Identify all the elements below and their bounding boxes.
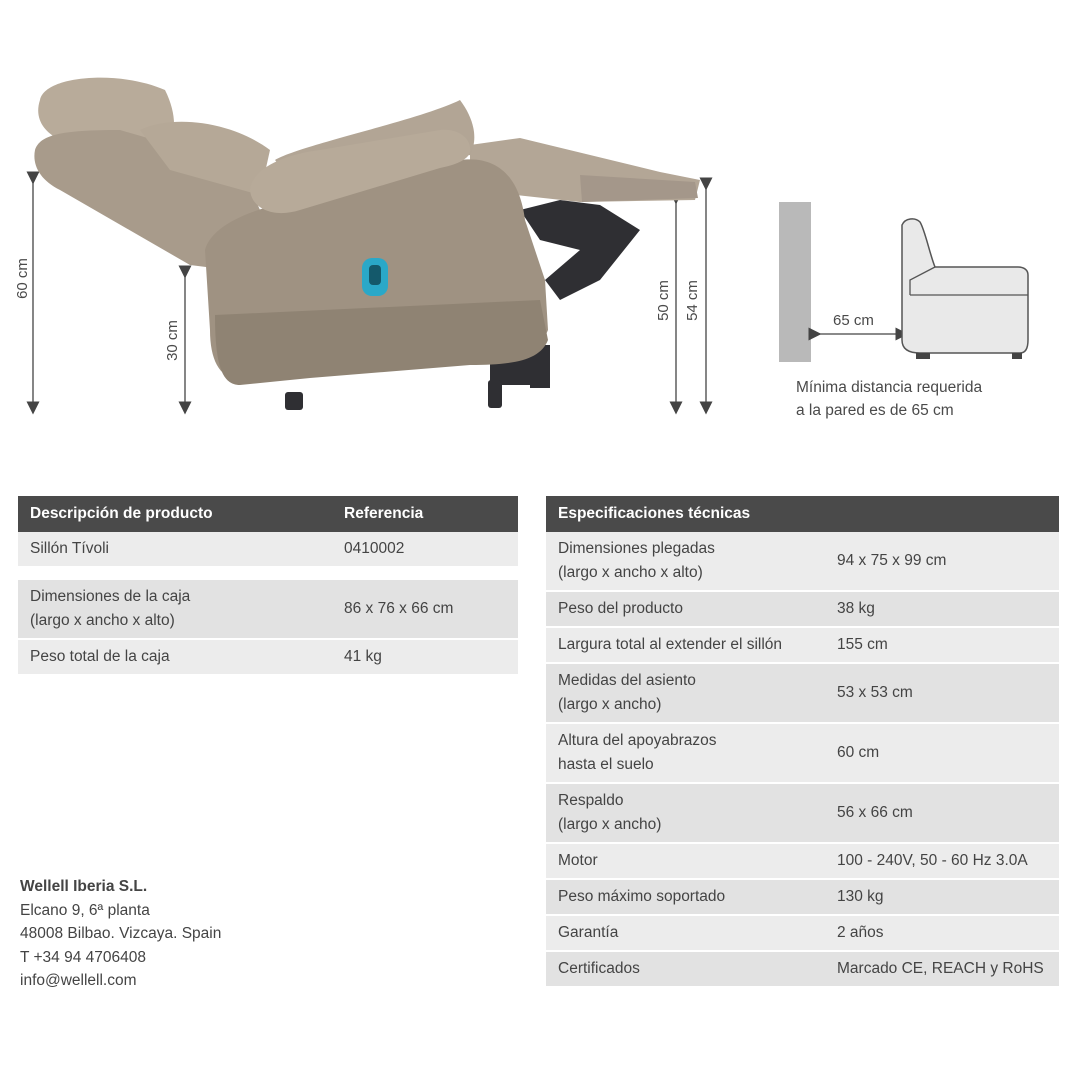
product-table bbox=[18, 496, 518, 676]
height-50-label: 50 cm bbox=[654, 280, 672, 321]
spec-value: Marcado CE, REACH y RoHS bbox=[825, 952, 1059, 988]
spec-label: Medidas del asiento (largo x ancho) bbox=[546, 664, 825, 724]
spec-row bbox=[546, 724, 1059, 784]
box-weight-row bbox=[18, 640, 518, 676]
product-name: Sillón Tívoli bbox=[18, 532, 332, 568]
spec-row bbox=[546, 844, 1059, 880]
company-email[interactable]: info@wellell.com bbox=[20, 972, 137, 989]
wall-distance-note bbox=[796, 376, 982, 422]
height-60-label: 60 cm bbox=[13, 258, 31, 299]
box-dimensions-value: 86 x 76 x 66 cm bbox=[332, 580, 518, 640]
wall-distance-label: 65 cm bbox=[833, 312, 874, 329]
header-reference: Referencia bbox=[332, 496, 518, 532]
box-dimensions-label: Dimensiones de la caja (largo x ancho x alto) bbox=[18, 580, 332, 640]
box-weight-value: 41 kg bbox=[332, 640, 518, 676]
spec-value: 2 años bbox=[825, 916, 1059, 952]
spec-row bbox=[546, 880, 1059, 916]
header-specs: Especificaciones técnicas bbox=[546, 496, 1059, 532]
spec-label: Largura total al extender el sillón bbox=[546, 628, 825, 664]
box-weight-label: Peso total de la caja bbox=[18, 640, 332, 676]
spec-value: 60 cm bbox=[825, 724, 1059, 784]
box-dimensions-row bbox=[18, 580, 518, 640]
height-54-label: 54 cm bbox=[683, 280, 701, 321]
header-description: Descripción de producto bbox=[18, 496, 332, 532]
specs-table bbox=[546, 496, 1059, 988]
spec-label: Respaldo (largo x ancho) bbox=[546, 784, 825, 844]
spec-row bbox=[546, 784, 1059, 844]
spec-label: Motor bbox=[546, 844, 825, 880]
spec-value: 155 cm bbox=[825, 628, 1059, 664]
wall-distance-diagram bbox=[770, 195, 1040, 370]
spec-label: Dimensiones plegadas (largo x ancho x alto) bbox=[546, 532, 825, 592]
company-phone: T +34 94 4706408 bbox=[20, 948, 146, 966]
spec-label: Peso del producto bbox=[546, 592, 825, 628]
product-reference: 0410002 bbox=[332, 532, 518, 568]
company-name: Wellell Iberia S.L. bbox=[20, 878, 148, 895]
spec-value: 53 x 53 cm bbox=[825, 664, 1059, 724]
wall-note-line1: Mínima distancia requerida bbox=[796, 379, 983, 396]
product-table-header bbox=[18, 496, 518, 532]
company-address-line1: Elcano 9, 6ª planta bbox=[20, 901, 150, 919]
spec-label: Certificados bbox=[546, 952, 825, 988]
spec-row bbox=[546, 952, 1059, 988]
spec-value: 130 kg bbox=[825, 880, 1059, 916]
product-row bbox=[18, 532, 518, 568]
wall-note-line2: a la pared es de 65 cm bbox=[796, 402, 954, 419]
height-30-label: 30 cm bbox=[163, 320, 181, 361]
spec-row bbox=[546, 664, 1059, 724]
spec-value: 38 kg bbox=[825, 592, 1059, 628]
spec-value: 56 x 66 cm bbox=[825, 784, 1059, 844]
spec-row bbox=[546, 916, 1059, 952]
specs-table-header bbox=[546, 496, 1059, 532]
spec-row bbox=[546, 628, 1059, 664]
company-address-line2: 48008 Bilbao. Vizcaya. Spain bbox=[20, 925, 222, 942]
company-info bbox=[20, 875, 221, 993]
spec-row bbox=[546, 532, 1059, 592]
spec-row bbox=[546, 592, 1059, 628]
spec-value: 94 x 75 x 99 cm bbox=[825, 532, 1059, 592]
spec-label: Peso máximo soportado bbox=[546, 880, 825, 916]
spec-label: Garantía bbox=[546, 916, 825, 952]
spec-label: Altura del apoyabrazos hasta el suelo bbox=[546, 724, 825, 784]
spec-value: 100 - 240V, 50 - 60 Hz 3.0A bbox=[825, 844, 1059, 880]
recliner-chair-illustration bbox=[0, 60, 740, 430]
